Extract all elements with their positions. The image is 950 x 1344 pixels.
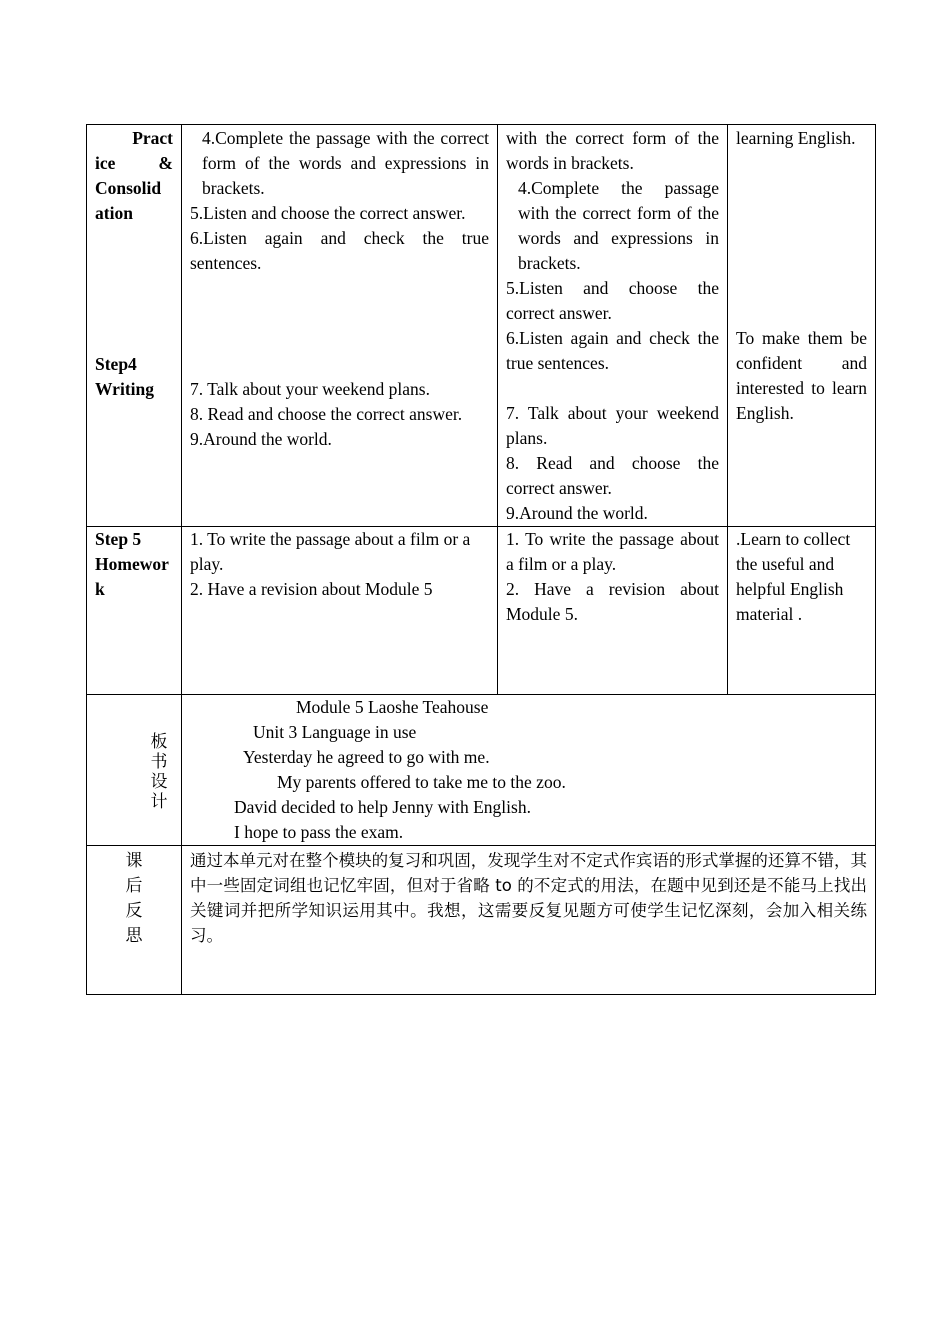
student-writing-item: 7. Talk about your weekend plans. [506, 403, 719, 448]
teacher-homework-item: 2. Have a revision about Module 5 [190, 579, 433, 599]
student-writing-item: 8. Read and choose the correct answer. [506, 453, 719, 498]
step-label-homework [87, 527, 182, 695]
step-label-writing-1: Step4 [95, 354, 137, 374]
board-line: Yesterday he agreed to go with me. [243, 747, 490, 767]
homework-row [87, 527, 876, 695]
reflection-label-char: 反 [125, 901, 143, 921]
teacher-practice-item: 5.Listen and choose the correct answer. [190, 203, 466, 223]
lesson-plan-table [86, 124, 876, 995]
student-homework-item: 2. Have a revision about Module 5. [506, 579, 719, 624]
purpose-homework: .Learn to collect the useful and helpful English material . [736, 529, 851, 624]
student-homework-item: 1. To write the passage about a film or a play. [506, 529, 719, 574]
step-label-writing-2: Writing [95, 379, 154, 399]
teacher-writing-item: 9.Around the world. [190, 429, 332, 449]
board-design-row [87, 695, 876, 846]
teacher-practice-item: 6.Listen again and check the true sentences. [190, 228, 489, 273]
step-label-practice-4: ation [95, 203, 133, 223]
student-practice-item: 4.Complete the passage with the correct form of the words and expressions in brackets. [518, 178, 719, 273]
lesson-plan-page [86, 124, 875, 995]
teacher-practice-item: 4.Complete the passage with the correct form of the words and expressions in brackets. [202, 128, 489, 198]
step-label-practice-2b: & [158, 153, 173, 173]
teacher-activity-cell [182, 125, 498, 527]
student-practice-item: 5.Listen and choose the correct answer. [506, 278, 719, 323]
board-line: I hope to pass the exam. [234, 822, 404, 842]
board-label-char: 计 [150, 792, 168, 812]
step-label-homework-1: Step 5 [95, 529, 142, 549]
reflection-label-char: 课 [125, 851, 143, 871]
board-line: David decided to help Jenny with English. [234, 797, 531, 817]
student-homework-cell [498, 527, 728, 695]
board-line: My parents offered to take me to the zoo. [277, 772, 566, 792]
student-practice-top: with the correct form of the words in brackets. [506, 128, 719, 173]
board-label-char: 设 [150, 772, 168, 792]
reflection-label-char: 后 [125, 876, 143, 896]
purpose-homework-cell [728, 527, 876, 695]
purpose-practice: learning English. [736, 128, 856, 148]
reflection-label-cell [87, 846, 182, 995]
student-writing-item: 9.Around the world. [506, 503, 648, 523]
student-activity-cell [498, 125, 728, 527]
purpose-writing: To make them be confident and interested to learn English. [736, 328, 867, 423]
teacher-writing-item: 8. Read and choose the correct answer. [190, 404, 463, 424]
step-label-cell [87, 125, 182, 527]
teacher-homework-cell [182, 527, 498, 695]
step-label-homework-2: Homework [95, 554, 169, 599]
step-label-practice-3: Consolid [95, 178, 162, 198]
reflection-label-char: 思 [125, 926, 143, 946]
teacher-homework-item: 1. To write the passage about a film or a play. [190, 529, 471, 574]
step-label-practice-1: Pract [132, 128, 173, 148]
step-label-practice-2 [95, 151, 173, 176]
step-label-practice-2a: ice [95, 153, 116, 173]
board-title: Module 5 Laoshe Teahouse [296, 697, 489, 717]
practice-row [87, 125, 876, 527]
reflection-text: 通过本单元对在整个模块的复习和巩固，发现学生对不定式作宾语的形式掌握的还算不错，其中一些固定词组也记忆牢固，但对于省略 to 的不定式的用法，在题中见到还是不能马上找出关键词并把所学知识运用其中。我想，这需要反复见题方可使学生记忆深刻，会加入相关练习。 [182, 846, 876, 995]
teacher-writing-item: 7. Talk about your weekend plans. [190, 379, 430, 399]
student-practice-item: 6.Listen again and check the true sentences. [506, 328, 719, 373]
purpose-cell [728, 125, 876, 527]
board-label-char: 书 [150, 752, 168, 772]
reflection-row [87, 846, 876, 995]
board-design-content [182, 695, 876, 846]
board-subtitle: Unit 3 Language in use [253, 722, 417, 742]
board-label-char: 板 [150, 732, 168, 752]
board-design-label-cell [87, 695, 182, 846]
